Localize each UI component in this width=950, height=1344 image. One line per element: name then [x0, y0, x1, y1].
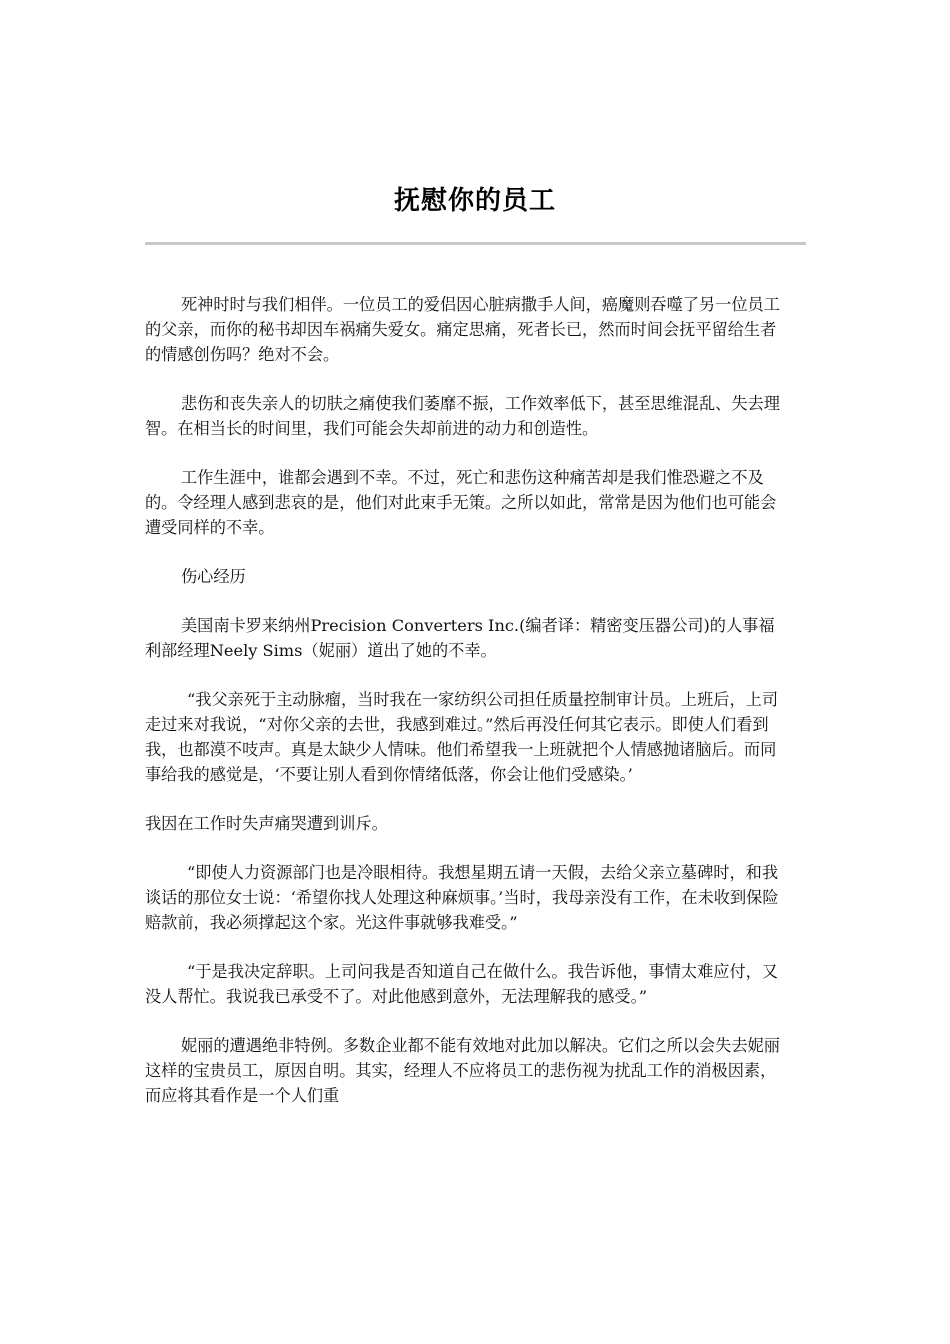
title-divider	[145, 242, 806, 245]
paragraph: 工作生涯中，谁都会遇到不幸。不过，死亡和悲伤这种痛苦却是我们惟恐避之不及的。令经理人感到悲哀的是，他们对此束手无策。之所以如此，常常是因为他们也可能会遭受同样的不幸。	[145, 468, 777, 537]
document-title: 抚慰你的员工	[393, 186, 556, 216]
paragraph: “于是我决定辞职。上司问我是否知道自己在做什么。我告诉他，事情太难应付，又没人帮忙。我说我已承受不了。对此他感到意外，无法理解我的感受。”	[145, 962, 779, 1006]
paragraph: 死神时时与我们相伴。一位员工的爱侣因心脏病撒手人间，癌魔则吞噬了另一位员工的父亲，而你的秘书却因车祸痛失爱女。痛定思痛，死者长已，然而时间会抚平留给生者的情感创伤吗？绝对不会。	[145, 295, 780, 364]
paragraph: 妮丽的遭遇绝非特例。多数企业都不能有效地对此加以解决。它们之所以会失去妮丽这样的宝贵员工，原因自明。其实，经理人不应将员工的悲伤视为扰乱工作的消极因素，而应将其看作是一个人们重	[145, 1036, 780, 1105]
paragraph: 美国南卡罗来纳州Precision Converters Inc.(编者译：精密变压器公司)的人事福利部经理Neely Sims（妮丽）道出了她的不幸。	[145, 616, 775, 660]
section-heading: 伤心经历	[181, 567, 246, 586]
paragraph: “我父亲死于主动脉瘤，当时我在一家纺织公司担任质量控制审计员。上班后，上司走过来对我说，“对你父亲的去世，我感到难过。”然后再没任何其它表示。即使人们看到我，也都漠不吱声。真是太缺少人情味。他们希望我一上班就把个人情感抛诸脑后。而同事给我的感觉是，‘不要让别人看到你情绪低落，你会让他们受感染。’	[145, 690, 779, 784]
document-body	[145, 292, 785, 1132]
paragraph: 我因在工作时失声痛哭遭到训斥。	[145, 814, 388, 833]
paragraph: 悲伤和丧失亲人的切肤之痛使我们萎靡不振，工作效率低下，甚至思维混乱、失去理智。在相当长的时间里，我们可能会失却前进的动力和创造性。	[145, 394, 780, 438]
paragraph: “即使人力资源部门也是冷眼相待。我想星期五请一天假，去给父亲立墓碑时，和我谈话的那位女士说：‘希望你找人处理这种麻烦事。’当时，我母亲没有工作，在未收到保险赔款前，我必须撑起这个家。光这件事就够我难受。”	[145, 863, 779, 932]
